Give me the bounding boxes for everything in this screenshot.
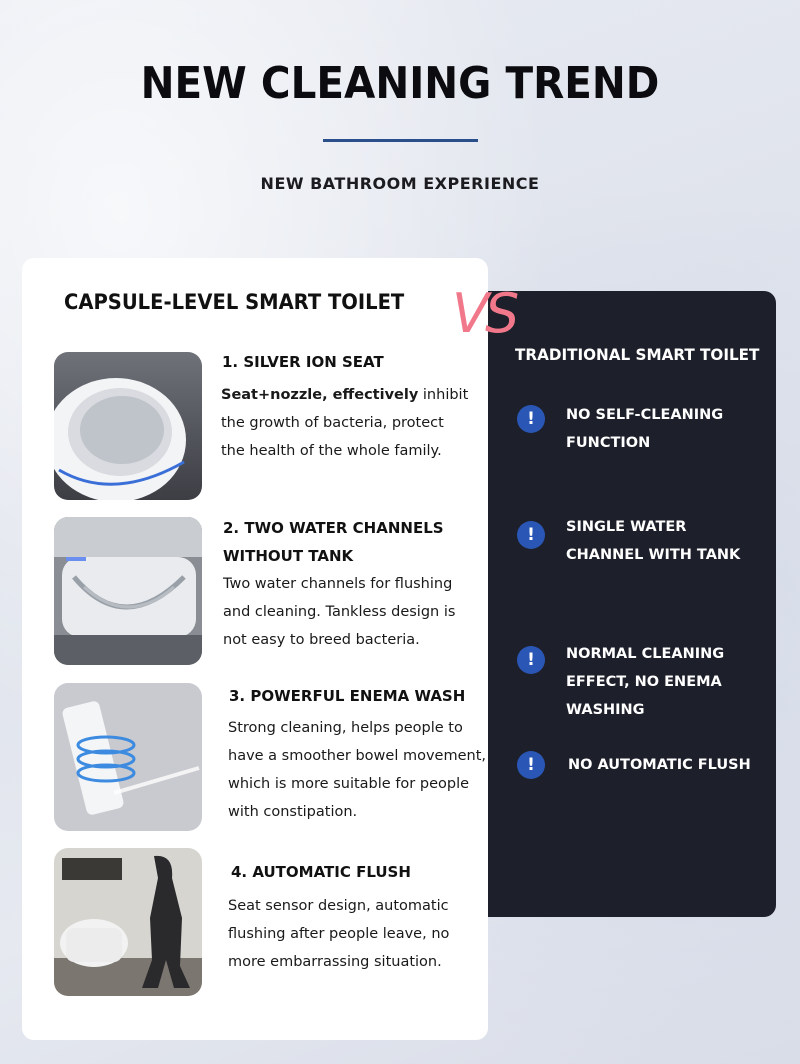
feature-3-title: 3. POWERFUL ENEMA WASH bbox=[229, 687, 466, 705]
con-item-4: NO AUTOMATIC FLUSH bbox=[568, 757, 751, 773]
bathroom-photo bbox=[54, 848, 202, 996]
toilet-cutaway-photo bbox=[54, 517, 202, 665]
feature-1-desc-rest: inhibit the growth of bacteria, protect the health of the whole family. bbox=[221, 387, 469, 459]
feature-4-title: 4. AUTOMATIC FLUSH bbox=[231, 863, 411, 881]
feature-2-title: 2. TWO WATER CHANNELS WITHOUT TANK bbox=[223, 519, 444, 565]
exclamation-icon: ! bbox=[517, 751, 545, 779]
toilet-seat-photo bbox=[54, 352, 202, 500]
vs-label: VS bbox=[452, 282, 516, 345]
exclamation-icon: ! bbox=[517, 646, 545, 674]
traditional-toilet-heading: TRADITIONAL SMART TOILET bbox=[515, 345, 760, 364]
exclamation-icon: ! bbox=[517, 405, 545, 433]
con-item-1: NO SELF-CLEANING FUNCTION bbox=[566, 407, 724, 451]
nozzle-photo bbox=[54, 683, 202, 831]
page-subtitle: NEW BATHROOM EXPERIENCE bbox=[260, 174, 540, 193]
page-title: NEW CLEANING TREND bbox=[140, 58, 660, 109]
title-divider bbox=[323, 139, 478, 142]
con-item-3: NORMAL CLEANING EFFECT, NO ENEMA WASHING bbox=[566, 646, 725, 718]
exclamation-icon: ! bbox=[517, 521, 545, 549]
feature-3-description: Strong cleaning, helps people to have a smoother bowel movement, which is more suitable for people with constipation. bbox=[228, 720, 486, 820]
capsule-toilet-heading: CAPSULE-LEVEL SMART TOILET bbox=[64, 290, 405, 314]
traditional-toilet-card bbox=[476, 291, 776, 917]
feature-2-description: Two water channels for flushing and cleaning. Tankless design is not easy to breed bacteria. bbox=[223, 576, 456, 648]
con-item-2: SINGLE WATER CHANNEL WITH TANK bbox=[566, 519, 741, 563]
feature-4-description: Seat sensor design, automatic flushing after people leave, no more embarrassing situation. bbox=[228, 898, 450, 970]
feature-1-title: 1. SILVER ION SEAT bbox=[222, 353, 384, 371]
feature-1-desc-bold: Seat+nozzle, effectively bbox=[221, 387, 419, 403]
feature-1-description bbox=[221, 381, 471, 465]
